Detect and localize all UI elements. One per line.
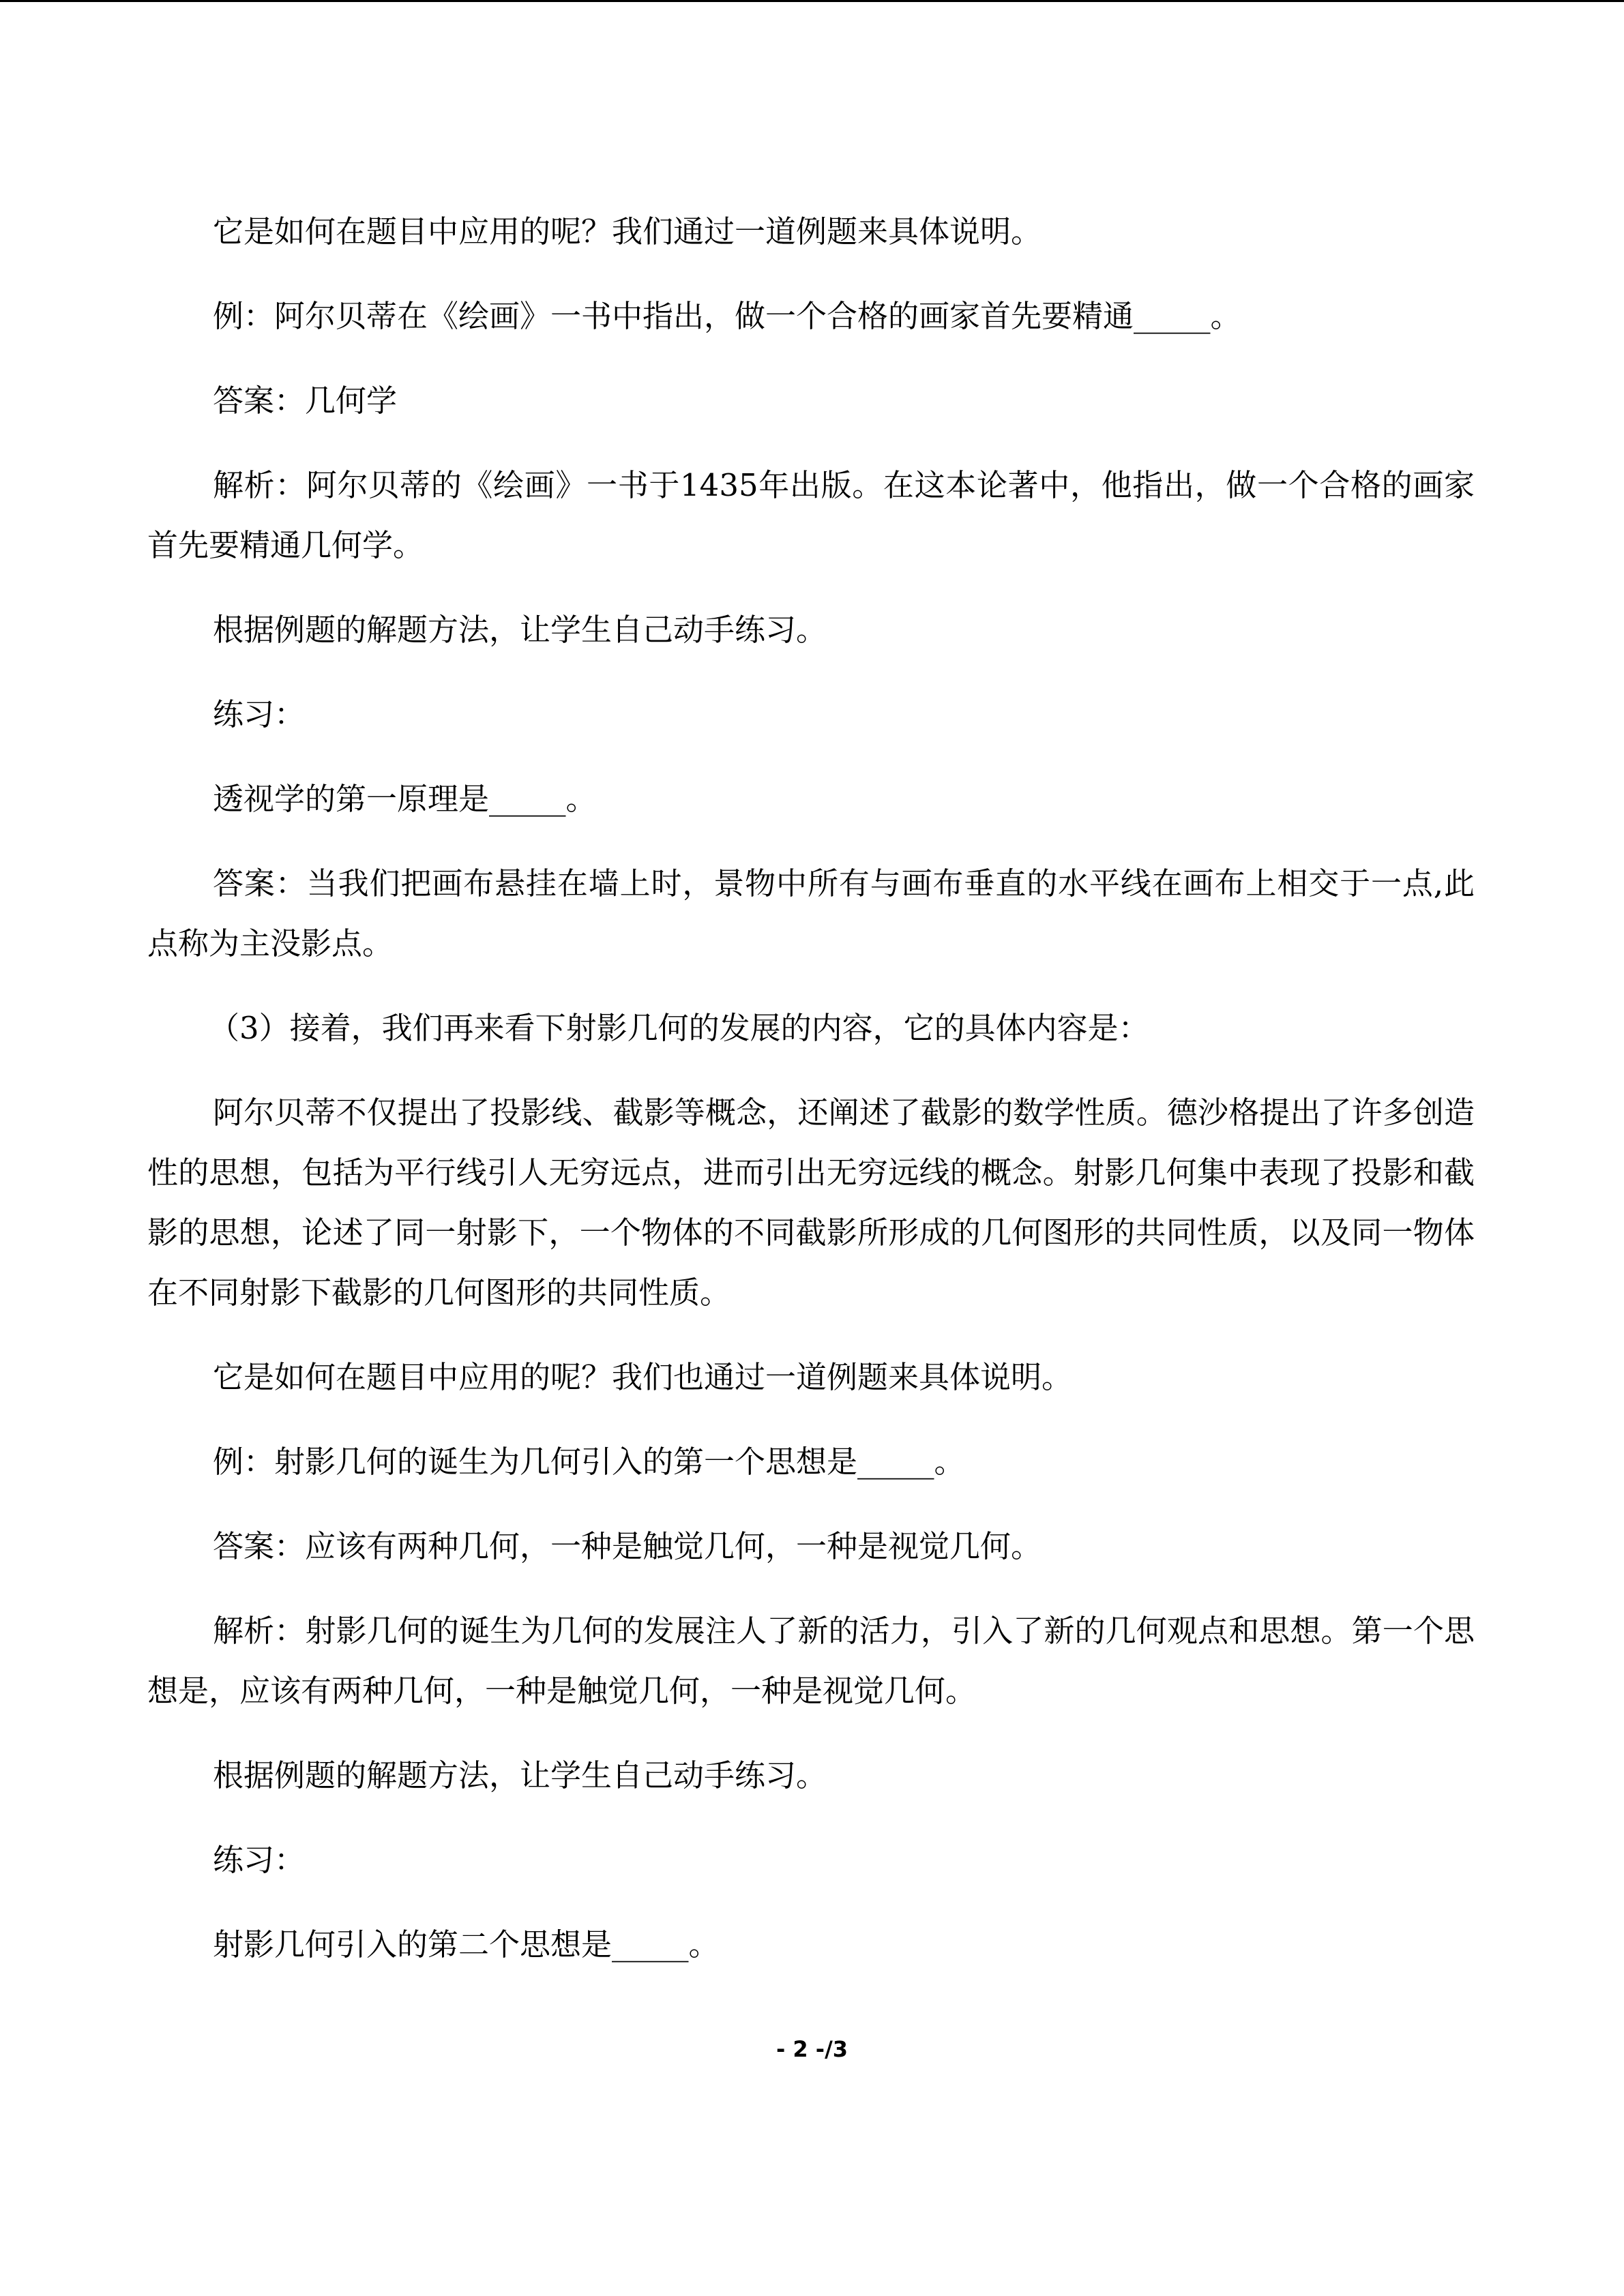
paragraph-intro-example-2: 它是如何在题目中应用的呢？我们也通过一道例题来具体说明。 bbox=[213, 1359, 1073, 1395]
paragraph-section-3-content: 阿尔贝蒂不仅提出了投影线、截影等概念，还阐述了截影的数学性质。德沙格提出了许多创造性的思想，包括为平行线引人无穷远点，进而引出无穷远线的概念。射影几何集中表现了投影和截影的思想，论述了同一射影下，一个物体的不同截影所形成的几何图形的共同性质，以及同一物体在不同射影下截影的几何图形的共同性质。 bbox=[147, 1094, 1475, 1311]
page-top-border bbox=[0, 0, 1624, 2]
paragraph-section-3-heading: （3）接着，我们再来看下射影几何的发展的内容，它的具体内容是： bbox=[209, 1010, 1149, 1046]
document-body bbox=[147, 202, 1475, 1999]
paragraph-answer-1: 答案：几何学 bbox=[213, 383, 398, 419]
paragraph-practice-question-2: 射影几何引入的第二个思想是_____。 bbox=[213, 1926, 720, 1963]
paragraph-practice-answer-1: 答案：当我们把画布悬挂在墙上时，景物中所有与画布垂直的水平线在画布上相交于一点,此点称为主没影点。 bbox=[147, 865, 1475, 961]
paragraph-answer-2: 答案：应该有两种几何，一种是触觉几何，一种是视觉几何。 bbox=[213, 1528, 1042, 1564]
paragraph-example-2: 例：射影几何的诞生为几何引入的第一个思想是_____。 bbox=[213, 1444, 965, 1480]
paragraph-analysis-1: 解析：阿尔贝蒂的《绘画》一书于1435年出版。在这本论著中，他指出，做一个合格的画家首先要精通几何学。 bbox=[147, 467, 1475, 563]
paragraph-practice-instruction-1: 根据例题的解题方法，让学生自己动手练习。 bbox=[213, 612, 827, 648]
page-number: - 2 -/3 bbox=[776, 2036, 848, 2062]
paragraph-analysis-2: 解析：射影几何的诞生为几何的发展注人了新的活力，引入了新的几何观点和思想。第一个思想是，应该有两种几何，一种是触觉几何，一种是视觉几何。 bbox=[147, 1613, 1475, 1709]
paragraph-example-1: 例：阿尔贝蒂在《绘画》一书中指出，做一个合格的画家首先要精通_____。 bbox=[213, 298, 1241, 334]
paragraph-intro-example-1: 它是如何在题目中应用的呢？我们通过一道例题来具体说明。 bbox=[213, 213, 1042, 250]
paragraph-practice-instruction-2: 根据例题的解题方法，让学生自己动手练习。 bbox=[213, 1757, 827, 1793]
paragraph-practice-label-2: 练习： bbox=[213, 1842, 306, 1878]
paragraph-practice-question-1: 透视学的第一原理是_____。 bbox=[213, 781, 597, 817]
paragraph-practice-label-1: 练习： bbox=[213, 696, 306, 732]
